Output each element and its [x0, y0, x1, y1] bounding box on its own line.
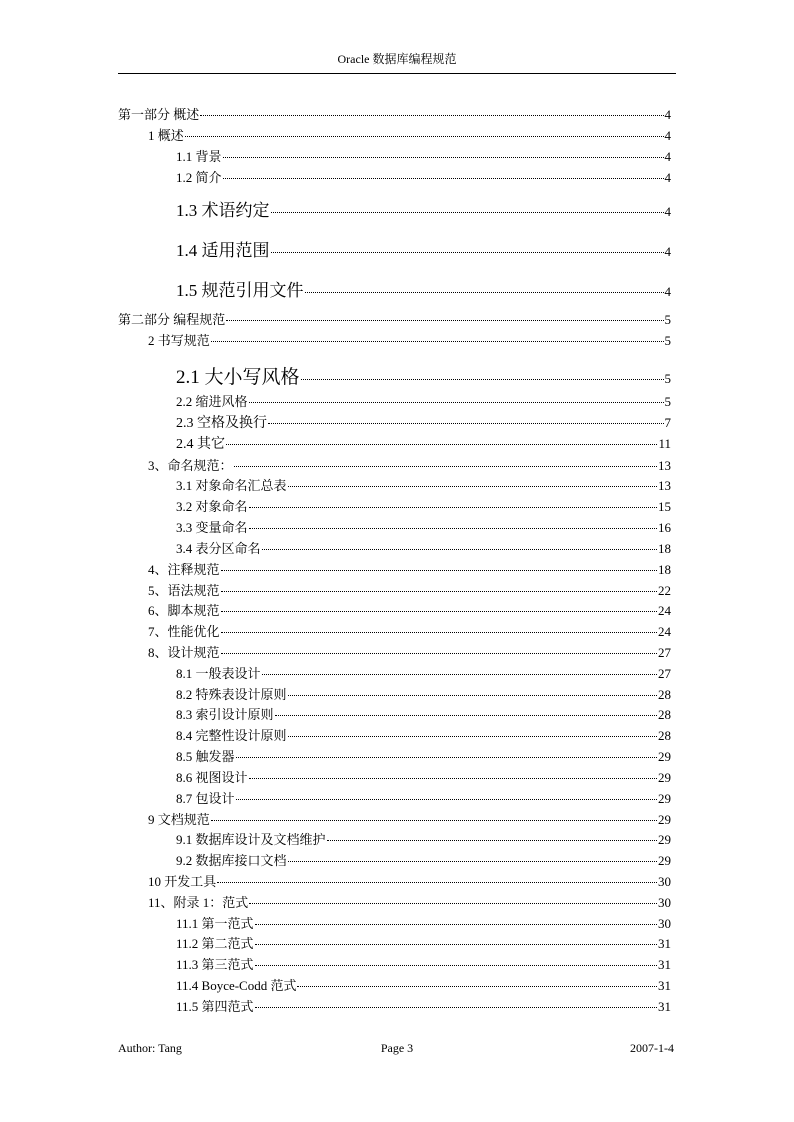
- toc-dot-leader: [221, 653, 657, 654]
- toc-entry[interactable]: [176, 517, 671, 536]
- toc-entry[interactable]: [148, 580, 671, 599]
- toc-entry[interactable]: [148, 455, 671, 474]
- toc-entry[interactable]: [176, 538, 671, 557]
- toc-entry-label: 1.2 简介: [176, 170, 222, 185]
- toc-dot-leader: [271, 252, 664, 253]
- toc-entry-label: 3.1 对象命名汇总表: [176, 478, 287, 493]
- toc-dot-leader: [305, 292, 664, 293]
- toc-entry-page: 28: [658, 728, 671, 743]
- toc-entry-page: 24: [658, 624, 671, 639]
- toc-entry[interactable]: [148, 871, 671, 890]
- toc-dot-leader: [297, 986, 657, 987]
- toc-entry[interactable]: [118, 309, 671, 328]
- toc-entry[interactable]: [176, 412, 671, 432]
- toc-entry-label: 8.6 视图设计: [176, 770, 248, 785]
- toc-entry-page: 29: [658, 832, 671, 847]
- toc-entry-page: 31: [658, 936, 671, 951]
- toc-dot-leader: [255, 924, 657, 925]
- toc-dot-leader: [249, 903, 657, 904]
- toc-entry-label: 7、性能优化: [148, 624, 220, 639]
- toc-entry[interactable]: [148, 600, 671, 619]
- toc-entry[interactable]: [176, 704, 671, 723]
- toc-entry-label: 3.4 表分区命名: [176, 541, 261, 556]
- toc-dot-leader: [262, 549, 657, 550]
- toc-entry-label: 8.2 特殊表设计原则: [176, 687, 287, 702]
- toc-entry-page: 31: [658, 978, 671, 993]
- toc-entry-page: 31: [658, 999, 671, 1014]
- toc-entry[interactable]: [176, 996, 671, 1015]
- toc-dot-leader: [223, 157, 664, 158]
- toc-entry-page: 29: [658, 749, 671, 764]
- toc-entry[interactable]: [148, 125, 671, 144]
- toc-entry-page: 4: [664, 284, 671, 299]
- toc-entry[interactable]: [176, 236, 671, 261]
- toc-entry[interactable]: [176, 767, 671, 786]
- toc-entry[interactable]: [176, 933, 671, 952]
- toc-entry-label: 10 开发工具: [148, 874, 217, 889]
- toc-dot-leader: [288, 861, 657, 862]
- toc-entry-label: 8.5 触发器: [176, 749, 235, 764]
- toc-dot-leader: [185, 136, 664, 137]
- toc-entry-label: 1.5 规范引用文件: [176, 281, 304, 300]
- toc-entry-page: 4: [664, 149, 671, 164]
- toc-dot-leader: [249, 528, 657, 529]
- toc-dot-leader: [288, 736, 657, 737]
- toc-entry-page: 27: [658, 645, 671, 660]
- toc-entry[interactable]: [148, 809, 671, 828]
- toc-entry-label: 8.1 一般表设计: [176, 666, 261, 681]
- toc-entry-label: 2.2 缩进风格: [176, 394, 248, 409]
- toc-entry-page: 4: [664, 244, 671, 259]
- toc-dot-leader: [221, 611, 657, 612]
- toc-entry-label: 8.4 完整性设计原则: [176, 728, 287, 743]
- toc-entry-label: 4、注释规范: [148, 562, 220, 577]
- toc-entry[interactable]: [176, 788, 671, 807]
- toc-dot-leader: [327, 840, 657, 841]
- toc-entry[interactable]: [176, 391, 671, 410]
- toc-entry-label: 第二部分 编程规范: [118, 312, 226, 327]
- toc-entry[interactable]: [176, 362, 671, 389]
- toc-entry-page: 5: [664, 371, 671, 386]
- toc-entry[interactable]: [176, 746, 671, 765]
- toc-entry-page: 28: [658, 687, 671, 702]
- toc-dot-leader: [301, 379, 664, 380]
- toc-entry-page: 13: [658, 458, 671, 473]
- toc-entry[interactable]: [148, 559, 671, 578]
- toc-dot-leader: [221, 632, 657, 633]
- toc-dot-leader: [234, 466, 657, 467]
- toc-dot-leader: [226, 320, 663, 321]
- toc-entry[interactable]: [176, 913, 671, 932]
- toc-entry-page: 28: [658, 707, 671, 722]
- toc-dot-leader: [275, 715, 657, 716]
- footer-author: Author: Tang: [118, 1041, 182, 1055]
- toc-entry-label: 9.1 数据库设计及文档维护: [176, 832, 326, 847]
- toc-dot-leader: [271, 212, 664, 213]
- toc-dot-leader: [288, 695, 657, 696]
- toc-entry-label: 11.3 第三范式: [176, 957, 254, 972]
- toc-entry-page: 29: [658, 812, 671, 827]
- toc-dot-leader: [288, 486, 657, 487]
- toc-entry[interactable]: [176, 954, 671, 973]
- toc-entry[interactable]: [176, 975, 671, 994]
- toc-entry[interactable]: [176, 663, 671, 682]
- toc-entry-page: 30: [658, 895, 671, 910]
- toc-entry-label: 2 书写规范: [148, 333, 210, 348]
- toc-entry-page: 24: [658, 603, 671, 618]
- toc-entry[interactable]: [176, 433, 671, 453]
- toc-entry-page: 22: [658, 583, 671, 598]
- toc-entry-label: 8.3 索引设计原则: [176, 707, 274, 722]
- toc-entry[interactable]: [148, 330, 671, 349]
- toc-dot-leader: [226, 444, 657, 445]
- toc-entry-page: 29: [658, 853, 671, 868]
- toc-entry-label: 11.5 第四范式: [176, 999, 254, 1014]
- toc-entry[interactable]: [118, 104, 671, 123]
- toc-entry-page: 4: [664, 128, 671, 143]
- toc-entry-label: 3.2 对象命名: [176, 499, 248, 514]
- toc-entry-label: 6、脚本规范: [148, 603, 220, 618]
- toc-dot-leader: [249, 402, 664, 403]
- toc-entry[interactable]: [176, 196, 671, 221]
- toc-entry[interactable]: [176, 684, 671, 703]
- page-header-title: Oracle 数据库编程规范: [337, 52, 457, 66]
- toc-dot-leader: [255, 965, 657, 966]
- toc-entry-label: 2.3 空格及换行: [176, 416, 267, 431]
- toc-entry[interactable]: [176, 475, 671, 494]
- toc-entry-label: 11.1 第一范式: [176, 916, 254, 931]
- toc-entry-page: 30: [658, 916, 671, 931]
- toc-entry-page: 18: [658, 541, 671, 556]
- toc-entry-page: 16: [658, 520, 671, 535]
- toc-dot-leader: [236, 757, 657, 758]
- toc-entry[interactable]: [176, 829, 671, 848]
- toc-entry-label: 11.4 Boyce-Codd 范式: [176, 978, 297, 993]
- toc-dot-leader: [221, 591, 657, 592]
- toc-entry-label: 8、设计规范: [148, 645, 220, 660]
- toc-entry-label: 第一部分 概述: [118, 107, 200, 122]
- toc-entry-page: 30: [658, 874, 671, 889]
- toc-entry[interactable]: [176, 496, 671, 515]
- footer-date: 2007-1-4: [630, 1041, 674, 1055]
- toc-entry-page: 5: [664, 312, 671, 327]
- toc-dot-leader: [262, 674, 657, 675]
- toc-dot-leader: [255, 944, 657, 945]
- toc-entry-page: 5: [664, 394, 671, 409]
- toc-entry-page: 18: [658, 562, 671, 577]
- toc-entry-page: 4: [664, 204, 671, 219]
- toc-dot-leader: [221, 570, 657, 571]
- toc-dot-leader: [255, 1007, 657, 1008]
- toc-entry-label: 8.7 包设计: [176, 791, 235, 806]
- toc-entry-label: 1.4 适用范围: [176, 241, 270, 260]
- toc-entry-page: 11: [658, 436, 671, 451]
- toc-entry-label: 1.1 背景: [176, 149, 222, 164]
- toc-entry-label: 11.2 第二范式: [176, 936, 254, 951]
- toc-dot-leader: [223, 178, 664, 179]
- toc-entry-label: 3、命名规范：: [148, 458, 233, 473]
- toc-entry-page: 7: [664, 415, 671, 430]
- toc-dot-leader: [236, 799, 657, 800]
- toc-entry-page: 15: [658, 499, 671, 514]
- toc-entry-label: 1.3 术语约定: [176, 201, 270, 220]
- toc-entry-label: 2.4 其它: [176, 437, 225, 452]
- toc-dot-leader: [211, 820, 657, 821]
- toc-entry-label: 11、附录 1：范式: [148, 895, 249, 910]
- toc-dot-leader: [217, 882, 657, 883]
- toc-entry-page: 5: [664, 333, 671, 348]
- toc-entry-label: 9 文档规范: [148, 812, 210, 827]
- toc-entry-label: 2.1 大小写风格: [176, 367, 300, 388]
- toc-entry[interactable]: [176, 146, 671, 165]
- toc-entry-label: 3.3 变量命名: [176, 520, 248, 535]
- toc-entry-label: 1 概述: [148, 128, 184, 143]
- toc-entry-label: 9.2 数据库接口文档: [176, 853, 287, 868]
- toc-entry-page: 29: [658, 791, 671, 806]
- toc-dot-leader: [268, 423, 664, 424]
- toc-entry[interactable]: [176, 850, 671, 869]
- toc-entry[interactable]: [148, 892, 671, 911]
- toc-entry[interactable]: [176, 276, 671, 301]
- toc-dot-leader: [249, 507, 657, 508]
- footer-page-number: Page 3: [380, 1041, 414, 1055]
- toc-entry[interactable]: [148, 621, 671, 640]
- toc-entry-page: 4: [664, 107, 671, 122]
- toc-entry-label: 5、语法规范: [148, 583, 220, 598]
- toc-entry[interactable]: [148, 642, 671, 661]
- toc-dot-leader: [211, 341, 664, 342]
- toc-entry-page: 13: [658, 478, 671, 493]
- toc-dot-leader: [249, 778, 657, 779]
- toc-entry[interactable]: [176, 167, 671, 186]
- toc-entry[interactable]: [176, 725, 671, 744]
- toc-entry-page: 31: [658, 957, 671, 972]
- toc-dot-leader: [200, 115, 663, 116]
- toc-entry-page: 4: [664, 170, 671, 185]
- toc-entry-page: 29: [658, 770, 671, 785]
- toc-entry-page: 27: [658, 666, 671, 681]
